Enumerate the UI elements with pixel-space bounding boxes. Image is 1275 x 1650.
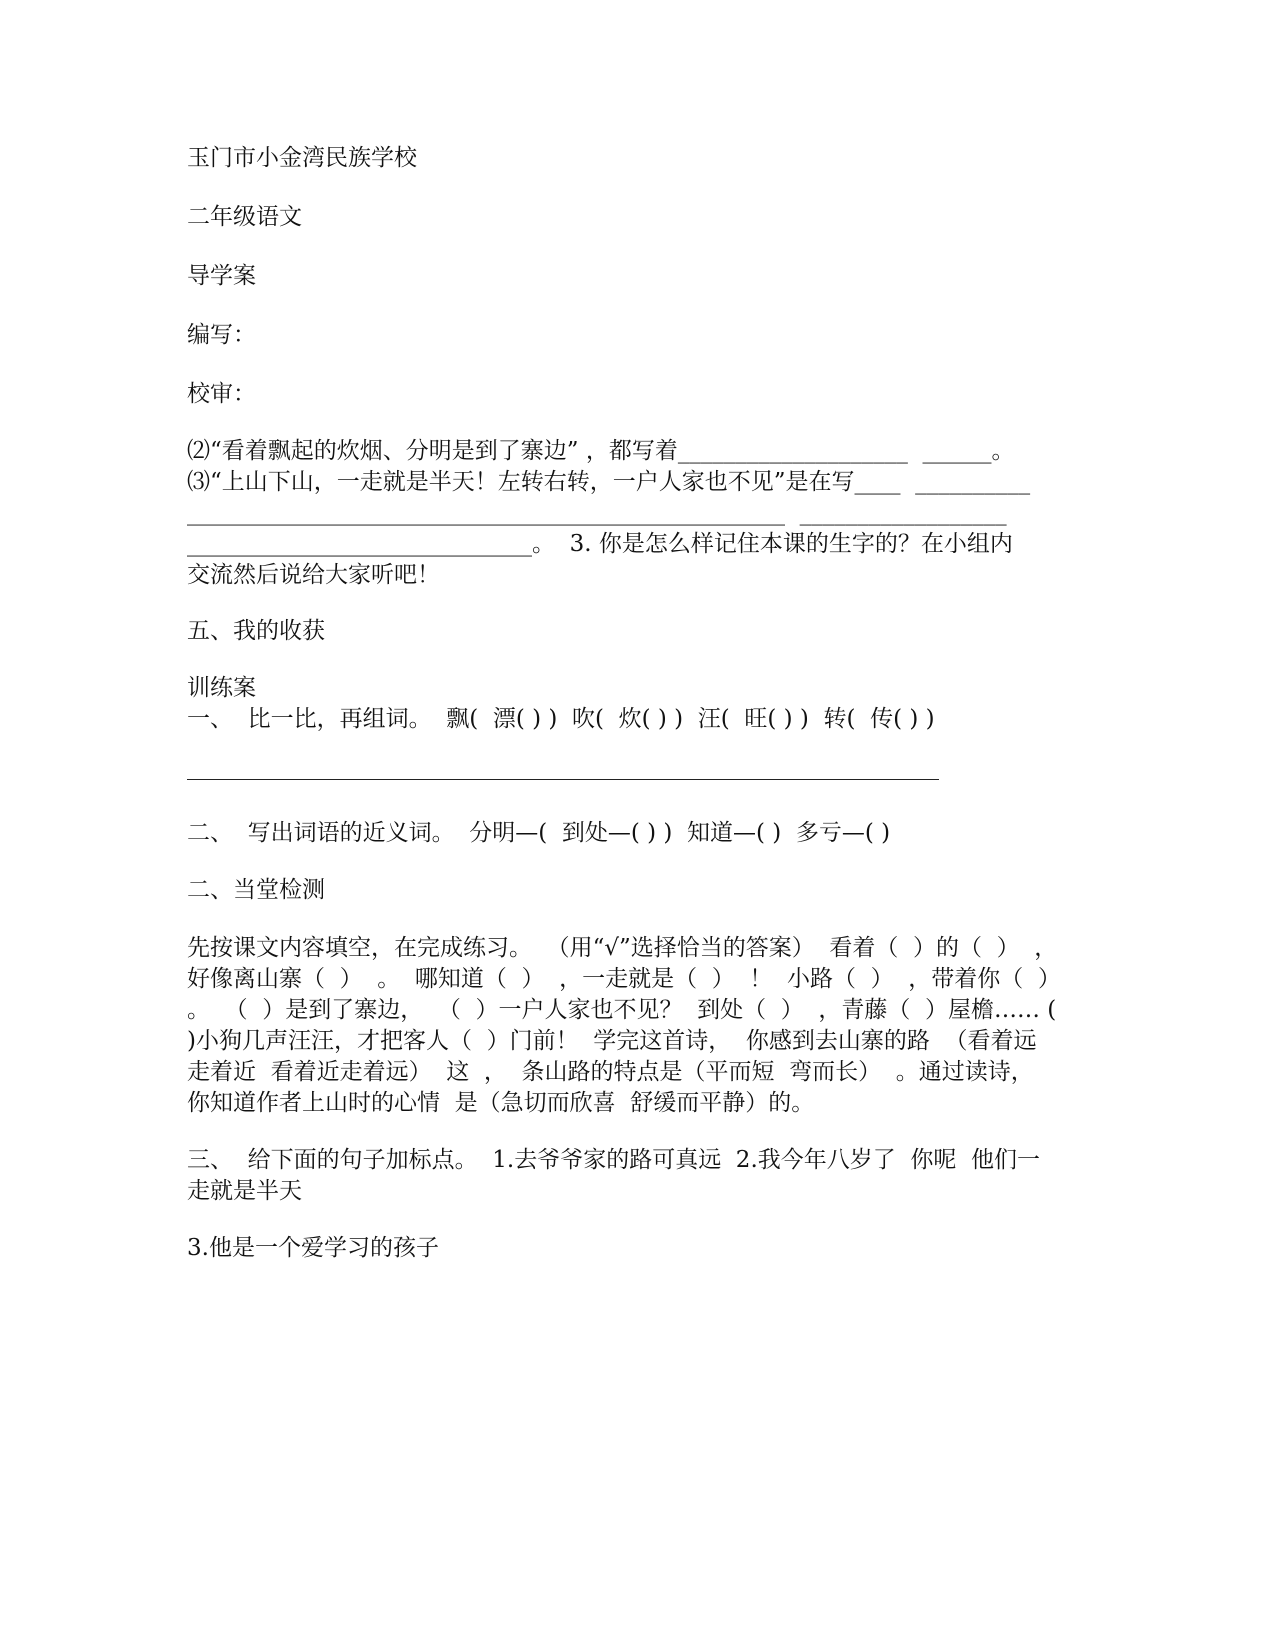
question-3: ⑶“上山下山，一走就是半天！左转右转，一户人家也不见”是在写____ __________ <box>187 469 1031 495</box>
reviewer-label: 校审： <box>187 381 256 407</box>
author-label: 编写： <box>187 322 256 348</box>
check-heading: 二、当堂检测 <box>187 877 325 903</box>
question-3-blank-line: ____________________________________________________ __________________ <box>187 500 1007 526</box>
check-line-5: 走着近 看着近走着远） 这 ， 条山路的特点是（平而短 弯而长） 。通过读诗， <box>187 1059 1034 1085</box>
doc-type: 导学案 <box>187 263 256 289</box>
grade-subject: 二年级语文 <box>187 204 302 230</box>
check-line-3: 。 （ ）是到了寨边， （ ）一户人家也不见？ 到处（ ） ，青藤（ ）屋檐…… ( <box>187 997 1057 1023</box>
training-item-2: 二、 写出词语的近义词。 分明—( 到处—( ) ) 知道—( ) 多亏—( ) <box>187 820 891 846</box>
answer-rule <box>187 779 939 780</box>
question-2: ⑵“看着飘起的炊烟、分明是到了寨边” ，都写着____________________ ______。 <box>187 438 1015 464</box>
check-line-4: )小狗几声汪汪，才把客人（ ）门前！ 学完这首诗， 你感到去山寨的路 （看着远 <box>187 1028 1037 1054</box>
question-3-end-cont: 交流然后说给大家听吧！ <box>187 562 440 588</box>
training-item-1: 一、 比一比，再组词。 飘( 漂( ) ) 吹( 炊( ) ) 汪( 旺( ) ) 转( 传( ) ) <box>187 706 935 732</box>
check-line-2: 好像离山寨（ ） 。 哪知道（ ） ，一走就是（ ） ！ 小路（ ） ，带着你（ ） <box>187 966 1061 992</box>
punctuation-line-2: 走就是半天 <box>187 1178 302 1204</box>
punctuation-line-3: 3.他是一个爱学习的孩子 <box>187 1235 439 1261</box>
check-line-6: 你知道作者上山时的心情 是（急切而欣喜 舒缓而平静）的。 <box>187 1090 815 1116</box>
check-line-1: 先按课文内容填空，在完成练习。 （用“√”选择恰当的答案） 看着（ ）的（ ） ， <box>187 935 1058 961</box>
harvest-heading: 五、我的收获 <box>187 618 325 644</box>
training-title: 训练案 <box>187 675 256 701</box>
punctuation-line-1: 三、 给下面的句子加标点。 1.去爷爷家的路可真远 2.我今年八岁了 你呢 他们一 <box>187 1147 1040 1173</box>
school-name: 玉门市小金湾民族学校 <box>187 145 417 171</box>
question-3-end: ______________________________。 3. 你是怎么样记住本课的生字的？在小组内 <box>187 531 1013 557</box>
